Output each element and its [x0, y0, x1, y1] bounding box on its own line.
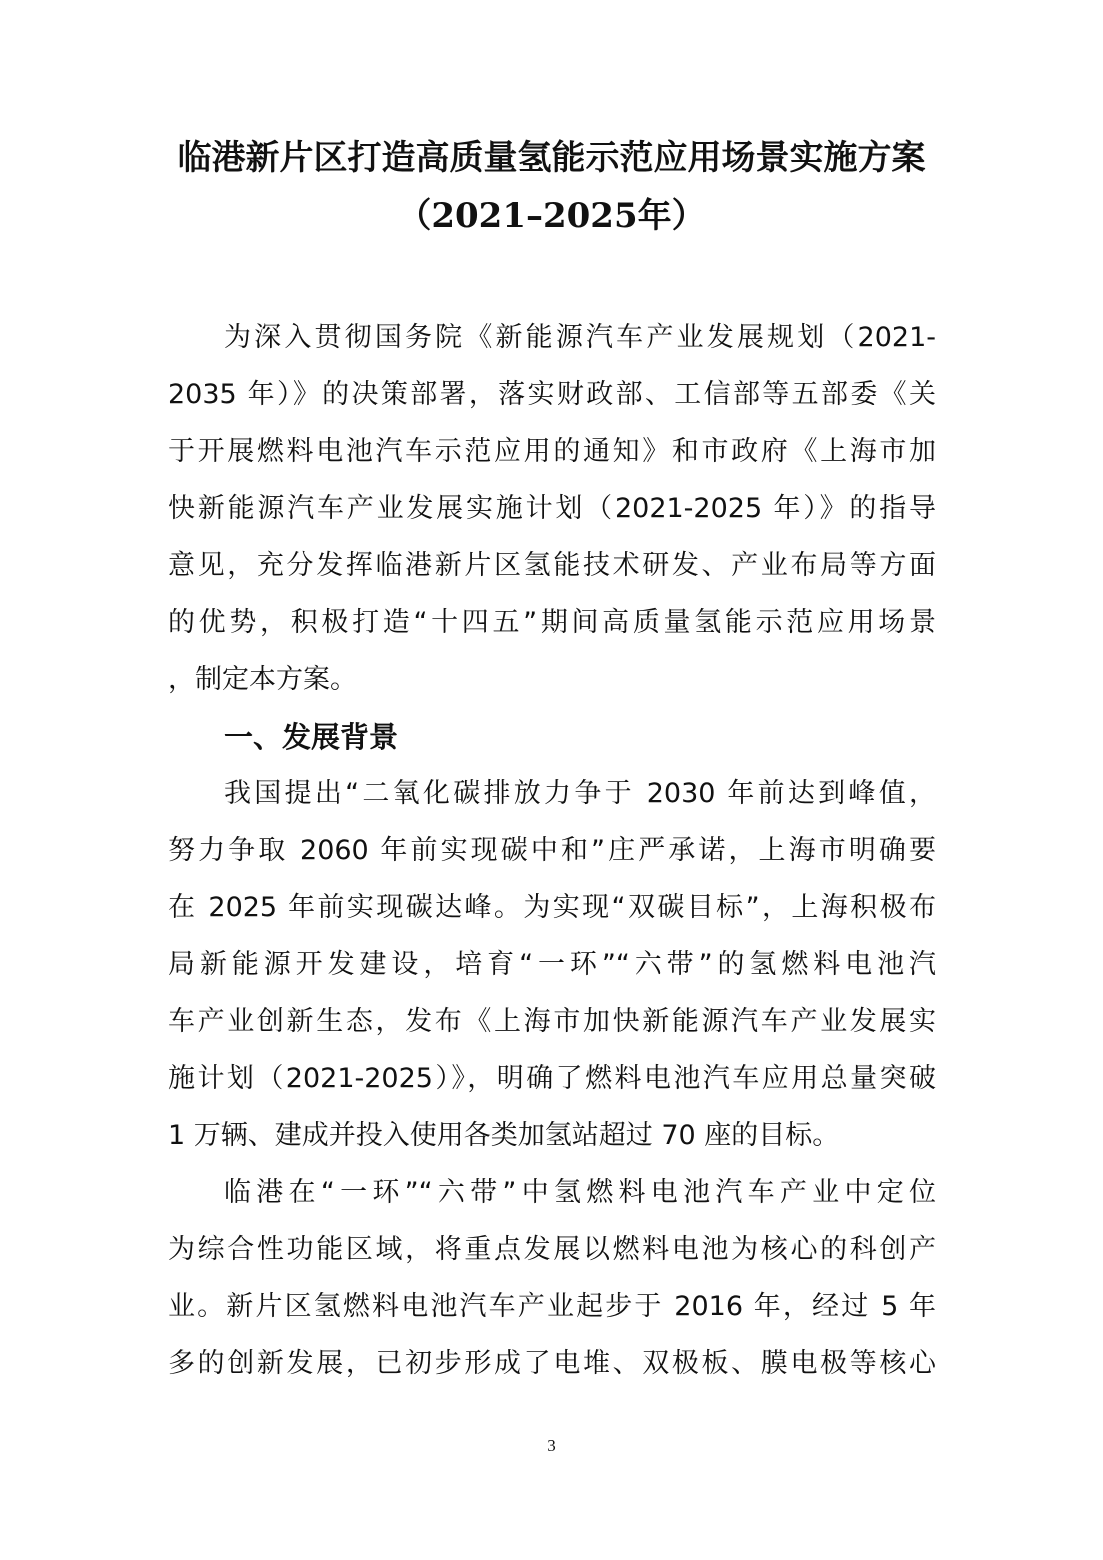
document-title-years: （2021–2025年） — [397, 196, 706, 236]
paragraph-line: 意见，充分发挥临港新片区氢能技术研发、产业布局等方面 — [168, 550, 936, 581]
document-title: 临港新片区打造高质量氢能示范应用场景实施方案 — [177, 138, 926, 178]
paragraph-line: 多的创新发展，已初步形成了电堆、双极板、膜电极等核心 — [168, 1348, 936, 1379]
paragraph-line: 于开展燃料电池汽车示范应用的通知》和市政府《上海市加 — [168, 436, 936, 467]
paragraph-line: 1 万辆、建成并投入使用各类加氢站超过 70 座的目标。 — [168, 1120, 840, 1151]
paragraph-line: 在 2025 年前实现碳达峰。为实现“双碳目标”，上海积极布 — [168, 892, 936, 923]
paragraph-line: 的优势，积极打造“十四五”期间高质量氢能示范应用场景 — [168, 607, 936, 638]
paragraph-line: 施计划（2021-2025）》，明确了燃料电池汽车应用总量突破 — [168, 1063, 936, 1094]
paragraph-line: 为综合性功能区域，将重点发展以燃料电池为核心的科创产 — [168, 1234, 936, 1265]
paragraph-line: ，制定本方案。 — [168, 664, 357, 695]
paragraph-line: 快新能源汽车产业发展实施计划（2021-2025 年）》的指导 — [168, 493, 936, 524]
paragraph-line: 努力争取 2060 年前实现碳中和”庄严承诺，上海市明确要 — [168, 835, 936, 866]
paragraph-line: 车产业创新生态，发布《上海市加快新能源汽车产业发展实 — [168, 1006, 936, 1037]
paragraph-line: 业。新片区氢燃料电池汽车产业起步于 2016 年，经过 5 年 — [168, 1291, 936, 1322]
paragraph-line: 我国提出“二氧化碳排放力争于 2030 年前达到峰值， — [224, 778, 936, 809]
paragraph-line: 临港在“一环”“六带”中氢燃料电池汽车产业中定位 — [224, 1177, 936, 1208]
section-heading: 一、发展背景 — [224, 720, 399, 754]
paragraph-line: 为深入贯彻国务院《新能源汽车产业发展规划（2021- — [224, 322, 936, 353]
paragraph-line: 2035 年）》的决策部署，落实财政部、工信部等五部委《关 — [168, 379, 936, 410]
paragraph-line: 局新能源开发建设，培育“一环”“六带”的氢燃料电池汽 — [168, 949, 936, 980]
page-number: 3 — [547, 1436, 556, 1455]
